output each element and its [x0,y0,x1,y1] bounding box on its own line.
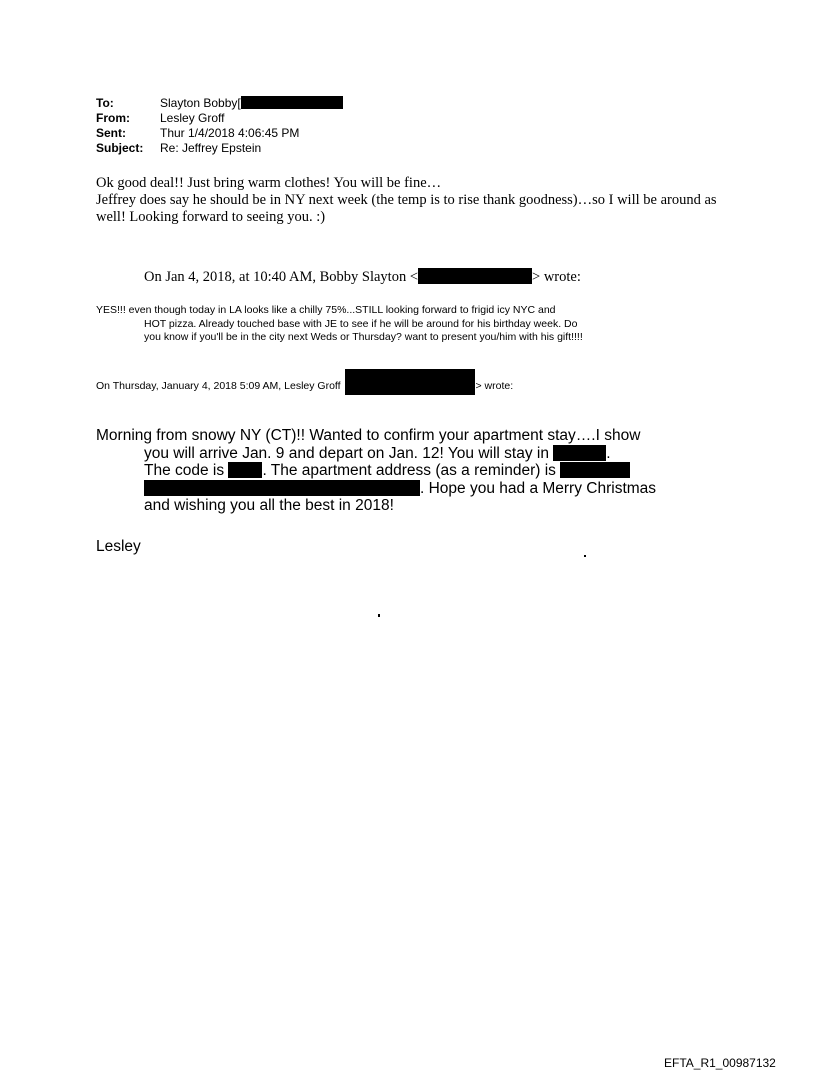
redaction-bar [241,96,343,109]
lesley-line-4 [96,480,656,498]
subject-value: Re: Jeffrey Epstein [160,141,262,155]
redaction-bar [553,445,606,461]
to-value-text: Slayton Bobby[ [160,96,241,110]
sent-row [96,126,343,141]
sent-label: Sent: [96,126,126,140]
to-row [96,96,343,111]
lesley-line-3-a: The code is [144,462,225,479]
signature: Lesley [96,538,141,555]
redaction-bar [418,268,532,284]
from-label: From: [96,111,130,125]
reply-body [96,175,736,226]
lesley-line-4-text: . Hope you had a Merry Christmas [420,479,657,497]
lesley-message [96,427,656,515]
scan-speck [378,614,380,617]
email-header [96,96,343,156]
to-value [160,96,343,111]
sent-value: Thur 1/4/2018 4:06:45 PM [160,126,300,140]
redaction-bar [228,462,262,478]
lesley-line-5: and wishing you all the best in 2018! [144,497,394,514]
lesley-line-1: Morning from snowy NY (CT)!! Wanted to confirm your apartment stay….I show [96,427,641,444]
quote-header-lesley-suffix: > wrote: [475,380,514,392]
redaction-bar [560,462,630,478]
lesley-line-2-text: you will arrive Jan. 9 and depart on Jan. 12! You will stay in [144,444,549,462]
bobby-message [96,304,696,345]
bobby-line-3: you know if you'll be in the city next Weds or Thursday? want to present you/him with his gift!!!! [144,331,583,343]
lesley-line-2-end: . [606,444,611,462]
scan-speck [584,555,586,557]
quote-header-bobby-suffix: > wrote: [532,269,581,285]
quote-header-bobby [144,268,581,286]
reply-line-1: Ok good deal!! Just bring warm clothes! You will be fine… [96,175,442,191]
quote-header-lesley-prefix: On Thursday, January 4, 2018 5:09 AM, Lesley Groff [96,380,341,392]
from-row [96,111,343,126]
redaction-bar [144,480,420,496]
subject-row [96,141,343,156]
document-id-footer: EFTA_R1_00987132 [664,1056,776,1070]
bobby-line-2: HOT pizza. Already touched base with JE to see if he will be around for his birthday week. Do [144,317,578,330]
quote-header-bobby-prefix: On Jan 4, 2018, at 10:40 AM, Bobby Slayton < [144,269,419,285]
from-value: Lesley Groff [160,111,225,125]
to-label: To: [96,96,114,110]
reply-line-2: Jeffrey does say he should be in NY next week (the temp is to rise thank goodness)…so I will be around as well! Looking forward to seeing you. :) [96,192,717,225]
lesley-line-3 [96,462,656,480]
bobby-line-1: YES!!! even though today in LA looks like a chilly 75%...STILL looking forward to frigid icy NYC and [96,304,556,316]
lesley-line-3-b: . The apartment address (as a reminder) is [262,462,556,479]
quote-header-lesley [96,369,513,395]
lesley-line-2 [96,445,656,463]
subject-label: Subject: [96,141,144,155]
redaction-bar [345,369,475,395]
